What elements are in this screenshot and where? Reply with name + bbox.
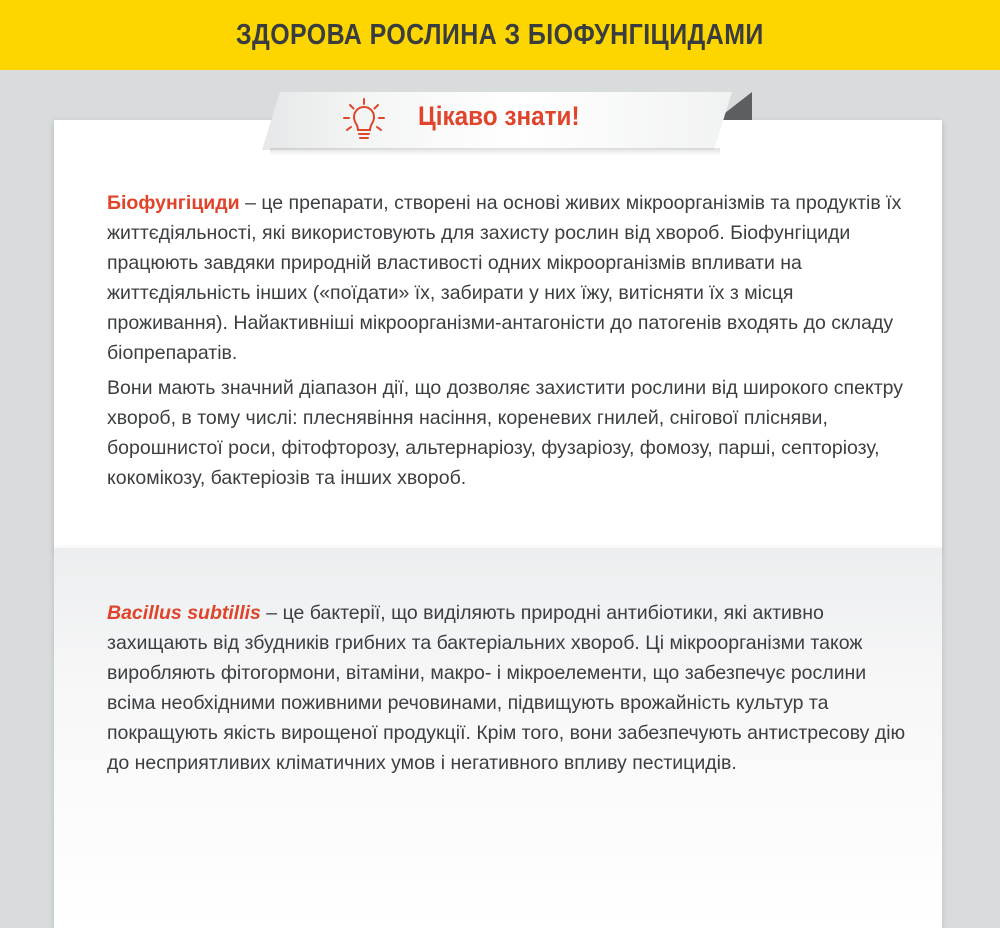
ribbon-title: Цікаво знати! (418, 101, 580, 131)
paragraph-text: Вони мають значний діапазон дії, що дозволяє захистити рослини від широкого спектру хвороб, в тому числі: плеснявіння насіння, кореневих гнилей, снігової плісняви, борошнистої роси, фітофторозу, альтернаріозу, фузаріозу, фомозу, парші, септоріозу, кокомікозу, бактеріозів та інших хвороб. (107, 377, 903, 489)
paragraph-text: – це бактерії, що виділяють природні антибіотики, які активно захищають від збудників грибних та бактеріальних хвороб. Ці мікроорганізми також виробляють фітогормони, вітаміни, макро- і мікроелементи, що забезпечує рослини всіма необхідними поживними речовинами, підвищують врожайність культур та покращують якість вирощеної продукції. Крім того, вони забезпечують антистресову дію до несприятливих кліматичних умов і негативного впливу пестицидів. (107, 602, 906, 774)
paragraph-bacillus (107, 598, 907, 778)
header-banner (0, 0, 1000, 70)
ribbon-shadow (270, 148, 720, 156)
term-bacillus: Bacillus subtillis (107, 602, 261, 624)
page-title: ЗДОРОВА РОСЛИНА З БІОФУНГІЦИДАМИ (236, 18, 764, 51)
term-biofungicides: Біофунгіциди (107, 192, 240, 214)
paragraph-biofungicides (107, 188, 907, 368)
lightbulb-icon (340, 96, 388, 144)
paragraph-spectrum (107, 373, 907, 493)
paragraph-text: – це препарати, створені на основі живих мікроорганізмів та продуктів їх життєдіяльності, які використовують для захисту рослин від хвороб. Біофунгіциди працюють завдяки природній властивості одних мікроорганізмів впливати на життєдіяльність інших («поїдати» їх, забирати у них їжу, витісняти їх з місця проживання). Найактивніші мікроорганізми-антагоністи до патогенів входять до складу біопрепаратів. (107, 192, 902, 364)
